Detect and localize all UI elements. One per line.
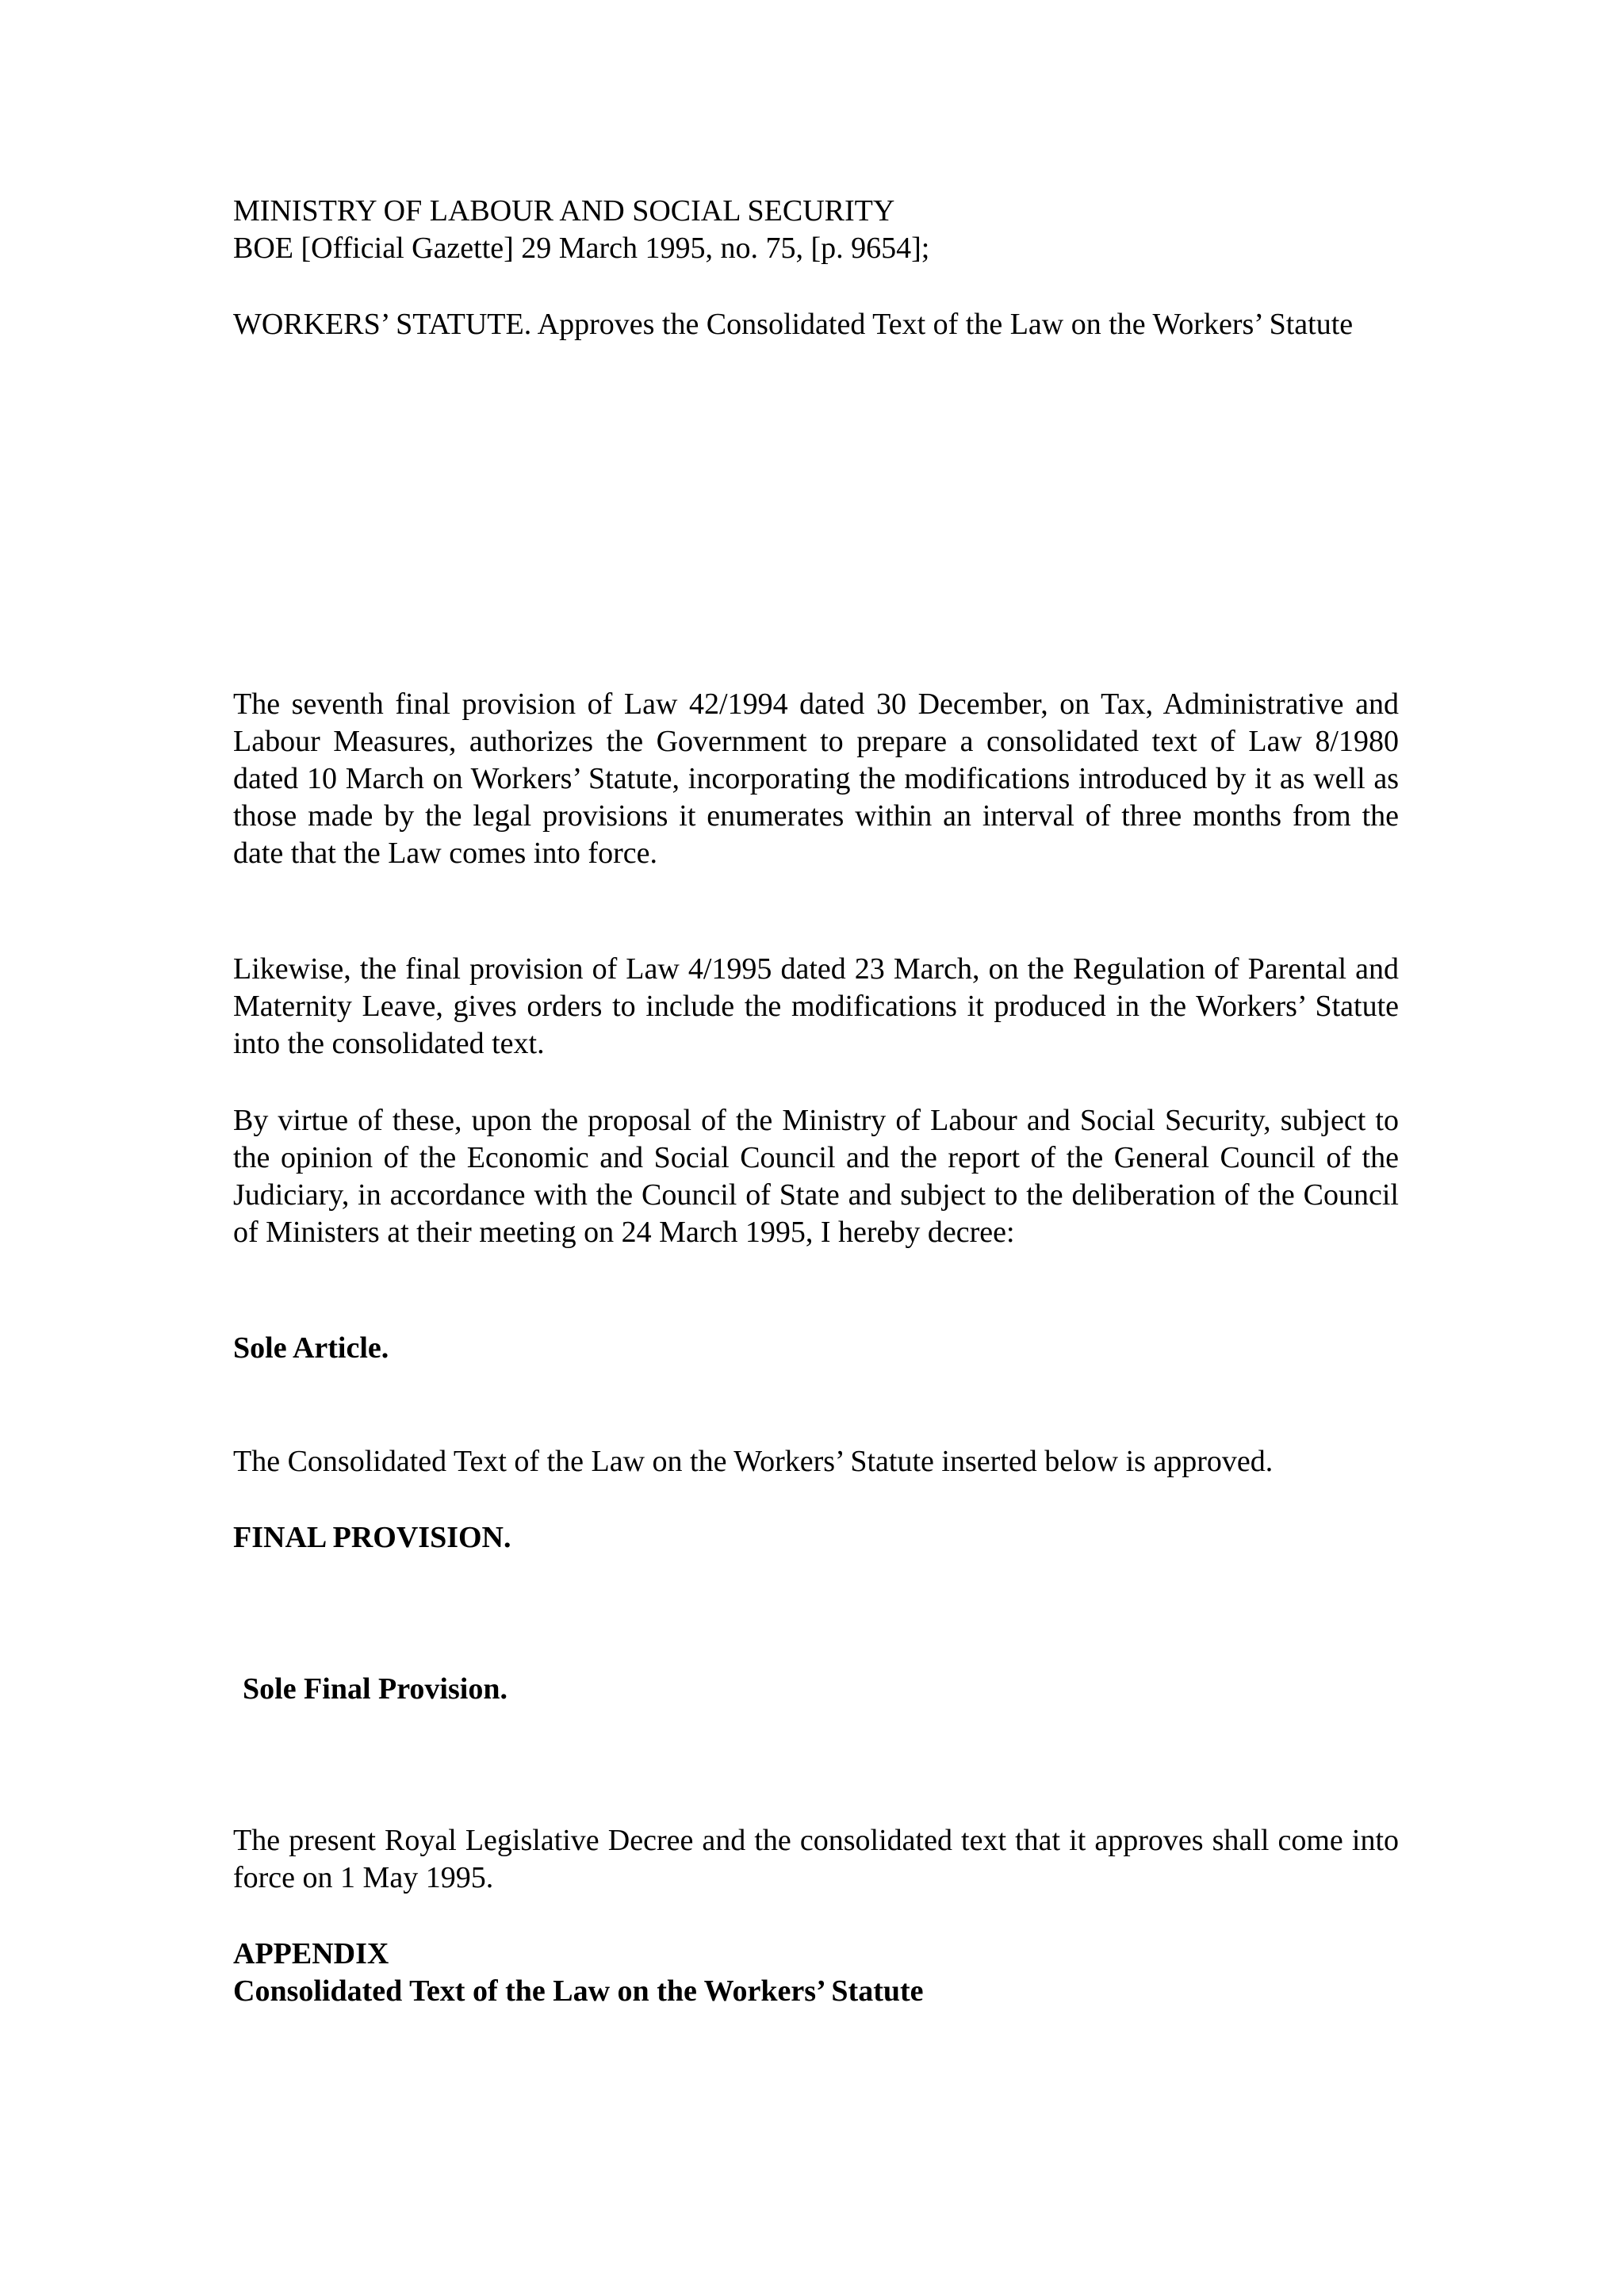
preamble-paragraph-1: The seventh final provision of Law 42/1994 dated 30 December, on Tax, Administrative and Labour Measures, authorizes the Government to prepare a consolidated text of Law 8/1980 dated 10 March on Workers’ Statute, incorporating the modifications introduced by it as well as those made by the legal provisions it enumerates within an interval of three months from the date that the Law comes into force. bbox=[233, 687, 1399, 870]
final-provision-heading: FINAL PROVISION. bbox=[233, 1521, 511, 1554]
ministry-name: MINISTRY OF LABOUR AND SOCIAL SECURITY bbox=[233, 194, 895, 228]
final-provision-text: The present Royal Legislative Decree and the consolidated text that it approves shall come into force on 1 May 1995. bbox=[233, 1824, 1399, 1894]
document-summary: WORKERS’ STATUTE. Approves the Consolidated Text of the Law on the Workers’ Statute bbox=[233, 308, 1354, 341]
sole-article-text: The Consolidated Text of the Law on the Workers’ Statute inserted below is approved. bbox=[233, 1445, 1274, 1478]
gazette-reference: BOE [Official Gazette] 29 March 1995, no. 75, [p. 9654]; bbox=[233, 232, 930, 265]
sole-final-provision-heading: Sole Final Provision. bbox=[243, 1672, 508, 1706]
preamble-paragraph-2: Likewise, the final provision of Law 4/1995 dated 23 March, on the Regulation of Parental and Maternity Leave, gives orders to include the modifications it produced in the Workers’ Statute into the consolidated text. bbox=[233, 952, 1399, 1060]
sole-article-heading: Sole Article. bbox=[233, 1331, 389, 1365]
preamble-paragraph-3: By virtue of these, upon the proposal of the Ministry of Labour and Social Security, subject to the opinion of the Economic and Social Council and the report of the General Council of the Judiciary, in accordance with the Council of State and subject to the deliberation of the Council of Ministers at their meeting on 24 March 1995, I hereby decree: bbox=[233, 1104, 1399, 1249]
appendix-section bbox=[233, 1936, 1399, 2010]
appendix-heading: APPENDIX bbox=[233, 1937, 389, 1970]
appendix-title: Consolidated Text of the Law on the Workers’ Statute bbox=[233, 1974, 924, 2008]
document-header bbox=[233, 193, 1399, 267]
